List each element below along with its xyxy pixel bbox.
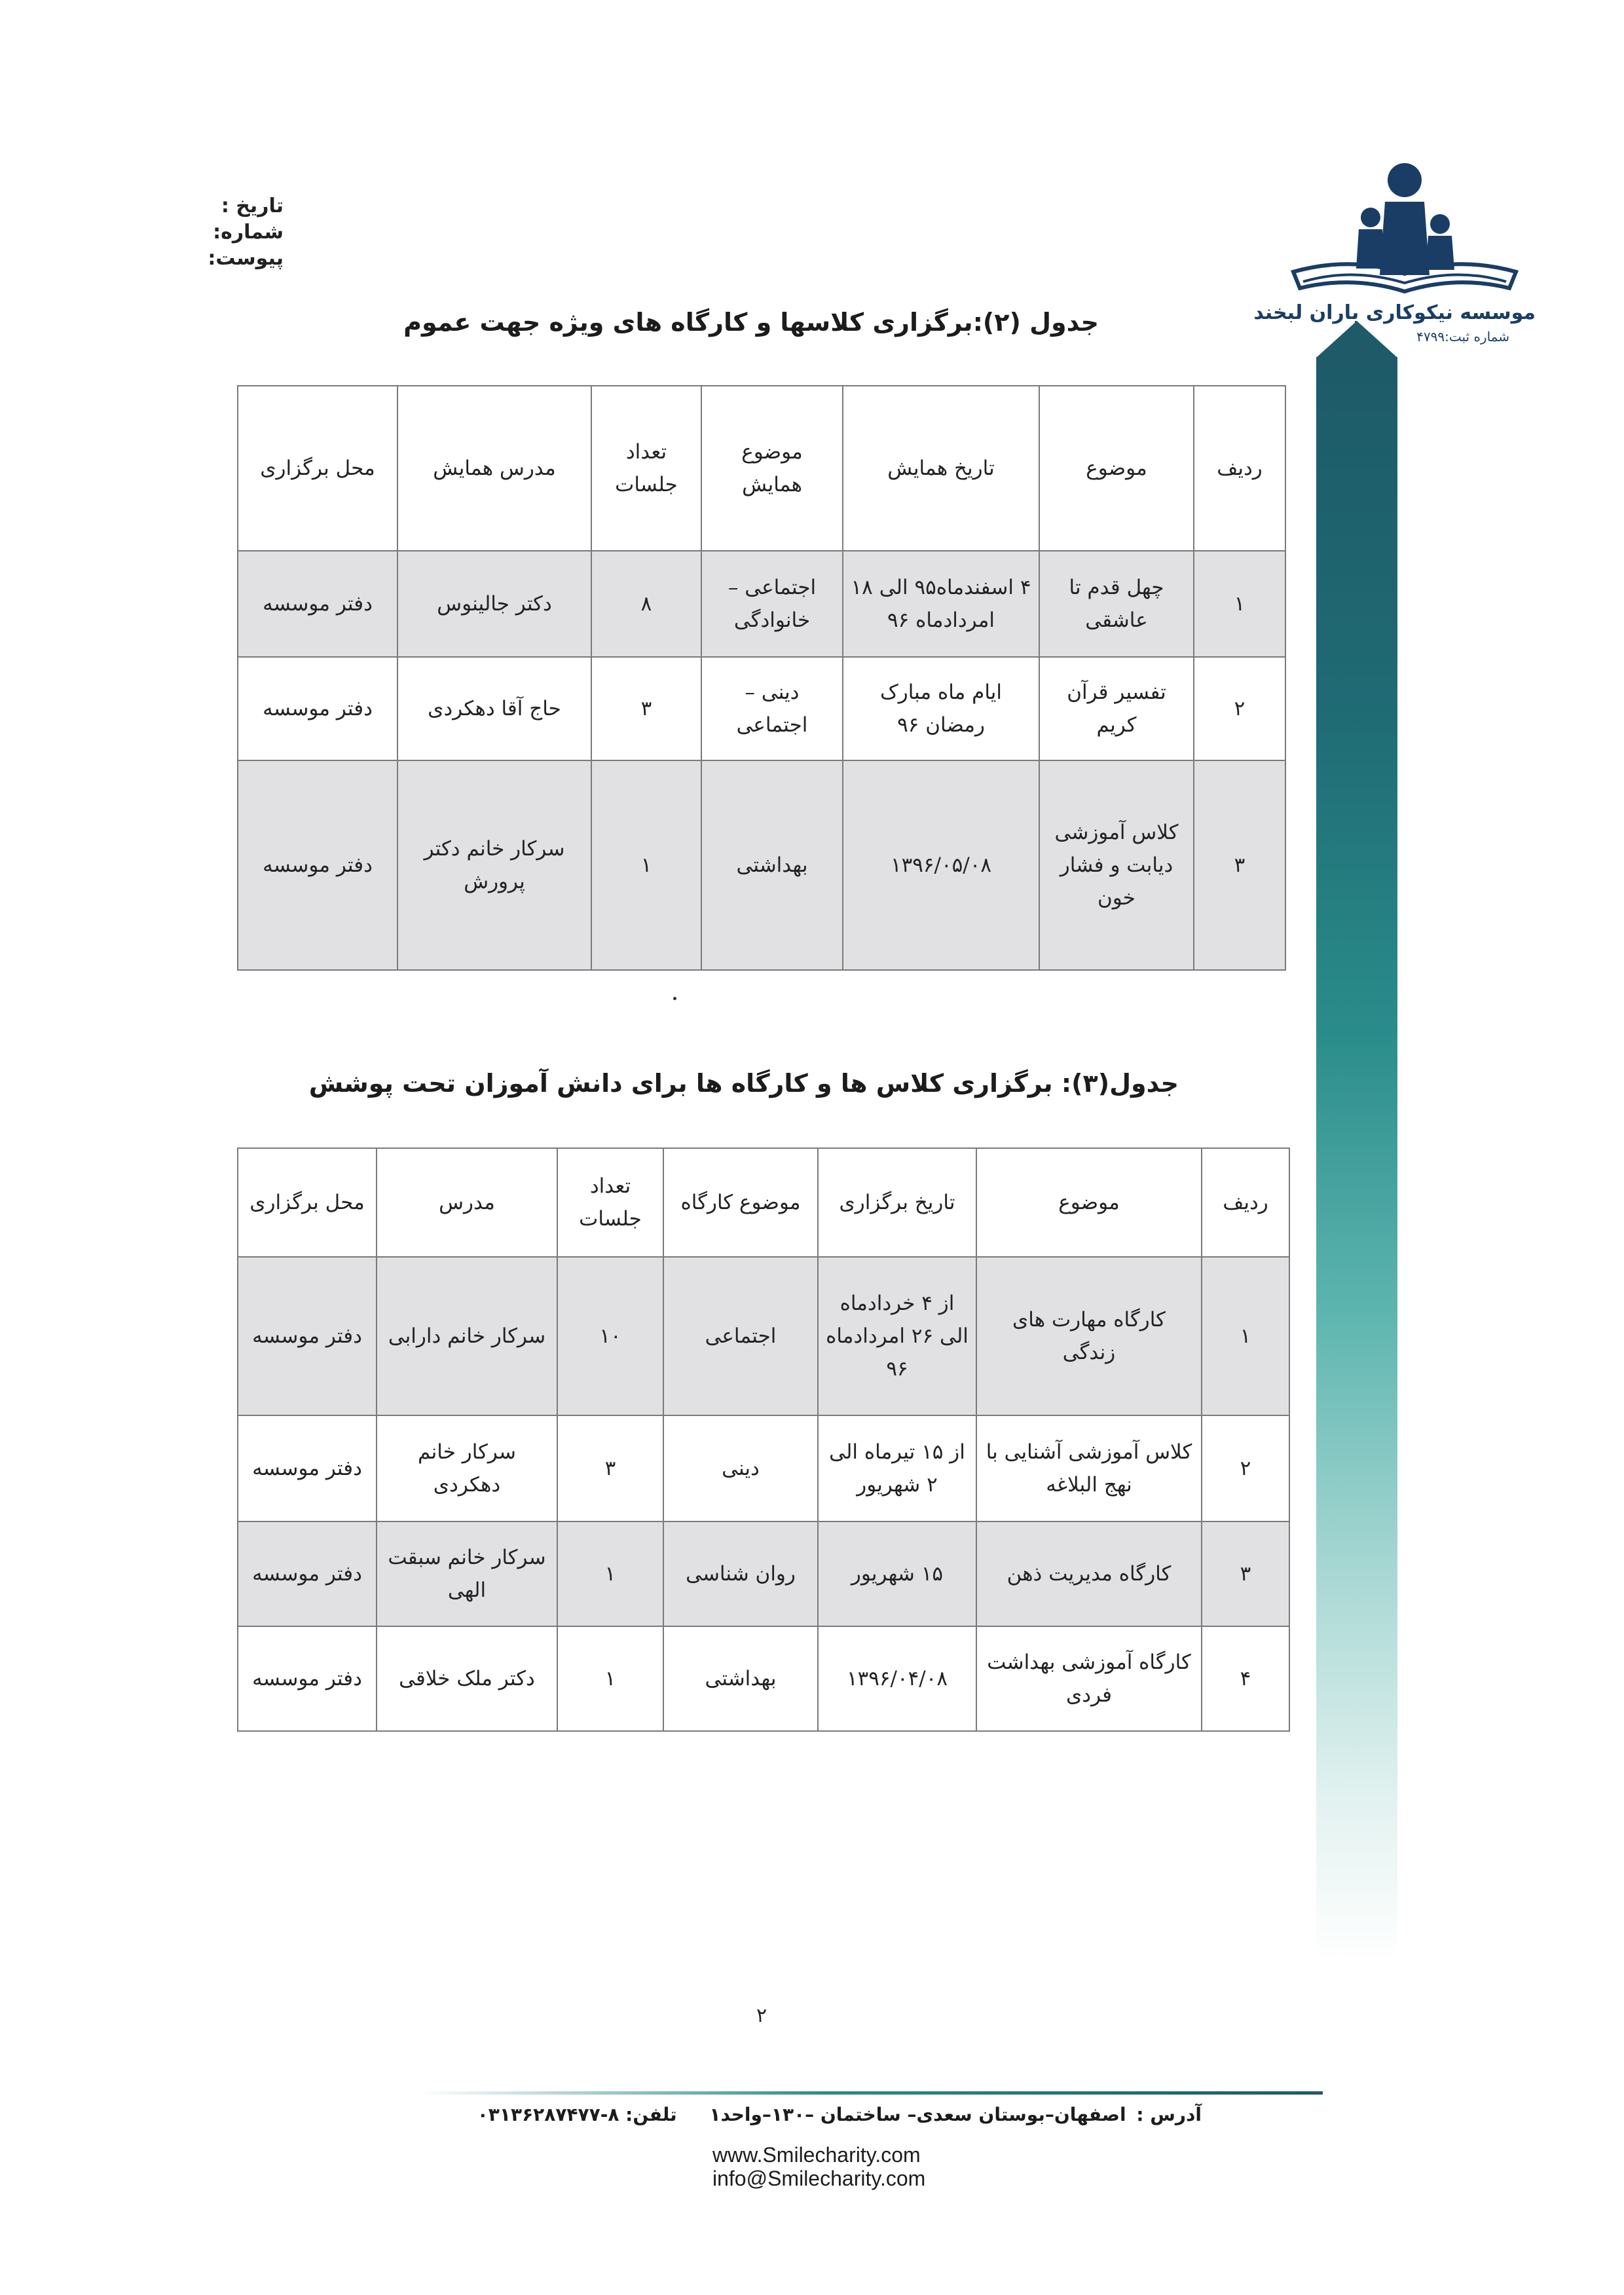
table-row [238,551,1285,657]
table3-cell: کلاس آموزشی آشنایی با نهج البلاغه [976,1415,1202,1521]
table3-header: موضوع کارگاه [663,1148,818,1257]
table2-cell: کلاس آموزشی دیابت و فشار خون [1039,760,1194,970]
table3-cell: ۱۵ شهریور [818,1521,976,1626]
table2-cell: دکتر جالینوس [397,551,591,657]
website-link[interactable]: www.Smilecharity.com [712,2143,921,2167]
attachment-label: پیوست: [208,247,284,270]
table2-header-row [238,386,1285,551]
table2-cell: ۴ اسفندماه۹۵ الی ۱۸ امردادماه ۹۶ [843,551,1039,657]
table3-cell: از ۱۵ تیرماه الی ۲ شهریور [818,1415,976,1521]
table3-caption: جدول(۳): برگزاری کلاس ها و کارگاه ها برای دانش آموزان تحت پوشش [308,1069,1179,1098]
table3-cell: سرکار خانم دارابی [377,1257,557,1415]
table2-cell: ایام ماه مبارک رمضان ۹۶ [843,657,1039,760]
table3-cell: ۳ [557,1415,663,1521]
table-row [238,657,1285,760]
address-label: آدرس : [1136,2104,1202,2125]
table2-cell: ۸ [591,551,701,657]
table3-header: محل برگزاری [238,1148,377,1257]
table2 [237,385,1286,971]
table3-cell: روان شناسی [663,1521,818,1626]
table3-cell: سرکار خانم دهکردی [377,1415,557,1521]
table-row [238,1521,1289,1626]
table3-header: ردیف [1202,1148,1289,1257]
table3-header: مدرس [377,1148,557,1257]
table2-header: مدرس همایش [397,386,591,551]
table-row [238,1257,1289,1415]
footer-divider [419,2091,1323,2095]
phone-label: تلفن: [625,2104,677,2125]
letter-meta [208,193,284,272]
address-text: اصفهان–بوستان سعدی– ساختمان –۱۳۰–واحد۱ [709,2104,1126,2125]
table3-cell: کارگاه مدیریت ذهن [976,1521,1202,1626]
table2-cell: دفتر موسسه [238,657,397,760]
table-row [238,1626,1289,1731]
table2-cell: تفسیر قرآن کریم [1039,657,1194,760]
family-book-icon [1280,157,1555,354]
table-row [238,760,1285,970]
table2-cell: اجتماعی – خانوادگی [701,551,843,657]
table3-cell: دکتر ملک خلاقی [377,1626,557,1731]
table2-cell: ۱۳۹۶/۰۵/۰۸ [843,760,1039,970]
registration-number: شماره ثبت:۴۷۹۹ [1416,329,1509,345]
table2-cell: ۱ [591,760,701,970]
table2-cell: ۲ [1194,657,1285,760]
table2-cell: ۳ [591,657,701,760]
table3-cell: دفتر موسسه [238,1626,377,1731]
table3-cell: ۱۳۹۶/۰۴/۰۸ [818,1626,976,1731]
table3-cell: از ۴ خردادماه الی ۲۶ امردادماه ۹۶ [818,1257,976,1415]
table3-cell: دینی [663,1415,818,1521]
table2-cell: چهل قدم تا عاشقی [1039,551,1194,657]
table3-cell: کارگاه مهارت های زندگی [976,1257,1202,1415]
table3-cell: ۱ [1202,1257,1289,1415]
organization-logo [1253,157,1555,354]
phone-number: ۸-۰۳۱۳۶۲۸۷۴۷۷ [477,2104,619,2125]
table3-header: موضوع [976,1148,1202,1257]
table3-cell: بهداشتی [663,1626,818,1731]
table2-cell: دفتر موسسه [238,551,397,657]
footer-address [477,2104,1202,2125]
table2-caption: جدول (۲):برگزاری کلاسها و کارگاه های ویژه جهت عموم [403,308,1099,337]
table2-header: تعداد جلسات [591,386,701,551]
table3-cell: کارگاه آموزشی بهداشت فردی [976,1626,1202,1731]
table3-cell: دفتر موسسه [238,1415,377,1521]
number-label: شماره: [213,221,284,244]
table3-cell: دفتر موسسه [238,1257,377,1415]
table3-cell: ۴ [1202,1626,1289,1731]
table2-cell: ۱ [1194,551,1285,657]
table2-cell: بهداشتی [701,760,843,970]
table2-cell: دفتر موسسه [238,760,397,970]
table2-header: موضوع [1039,386,1194,551]
table3-header-row [238,1148,1289,1257]
table2-cell: سرکار خانم دکتر پرورش [397,760,591,970]
date-label: تاریخ : [221,195,284,217]
table2-cell: حاج آقا دهکردی [397,657,591,760]
table-row [238,1415,1289,1521]
table2-header: ردیف [1194,386,1285,551]
table3 [237,1148,1290,1732]
table2-header: موضوع همایش [701,386,843,551]
decorative-side-band [1316,357,1397,1962]
table3-cell: اجتماعی [663,1257,818,1415]
table3-header: تاریخ برگزاری [818,1148,976,1257]
table2-header: تاریخ همایش [843,386,1039,551]
table2-cell: ۳ [1194,760,1285,970]
table2-header: محل برگزاری [238,386,397,551]
table2-cell: دینی – اجتماعی [701,657,843,760]
table3-cell: دفتر موسسه [238,1521,377,1626]
table3-cell: ۳ [1202,1521,1289,1626]
table3-cell: ۱ [557,1626,663,1731]
organization-name: موسسه نیکوکاری باران لبخند [1253,301,1536,324]
stray-mark [673,997,676,1000]
table3-cell: سرکار خانم سبقت الهی [377,1521,557,1626]
email-link[interactable]: info@Smilecharity.com [712,2167,926,2190]
footer-contacts [712,2143,925,2190]
table3-header: تعداد جلسات [557,1148,663,1257]
table3-cell: ۲ [1202,1415,1289,1521]
table3-cell: ۱۰ [557,1257,663,1415]
table3-cell: ۱ [557,1521,663,1626]
page-number: ۲ [756,2004,767,2027]
